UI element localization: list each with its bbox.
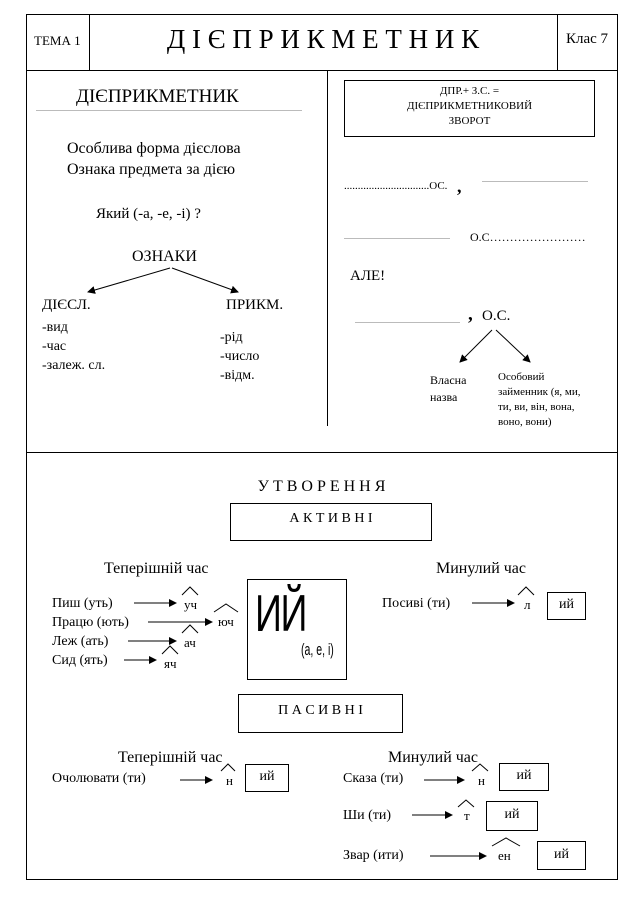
left-heading: ДІЄПРИКМЕТНИК xyxy=(76,86,239,107)
but-label: АЛЕ! xyxy=(350,268,386,284)
pronoun-line-1: Особовий xyxy=(498,371,545,383)
present-label: Теперішній час xyxy=(104,560,209,577)
adj-item: -відм. xyxy=(220,368,255,383)
passive-past-stem: Звар (ити) xyxy=(343,848,404,863)
present-stem: Сид (ять) xyxy=(52,653,108,668)
passive-past-suffix: т xyxy=(464,808,470,823)
definition-line-1: Особлива форма дієслова xyxy=(67,140,241,157)
present-suffix: яч xyxy=(164,656,177,671)
passive-label: П А С И В Н І xyxy=(278,703,363,718)
passive-past-suffix: ен xyxy=(498,848,511,863)
active-label: А К Т И В Н І xyxy=(289,511,373,526)
row2-text: О.С…………………… xyxy=(470,230,586,244)
verb-item: -час xyxy=(42,339,67,354)
adj-item: -число xyxy=(220,349,260,364)
passive-past-stem: Ши (ти) xyxy=(343,808,392,823)
pronoun-line-4: воно, вони) xyxy=(498,416,552,428)
pronoun-line-2: займенник (я, ми, xyxy=(498,386,581,398)
passive-past-ending: ий xyxy=(554,847,569,862)
passive-present-stem: Очолювати (ти) xyxy=(52,771,146,786)
present-stem: Леж (ать) xyxy=(52,634,109,649)
topic-label: ТЕМА 1 xyxy=(34,33,81,48)
row3-comma: , xyxy=(468,304,473,325)
box-line-1: ДПР.+ З.С. = xyxy=(439,85,500,97)
past-suffix: л xyxy=(524,597,531,612)
past-ending: ий xyxy=(559,597,574,612)
definition-line-2: Ознака предмета за дією xyxy=(67,161,236,178)
passive-past-label: Минулий час xyxy=(388,749,479,766)
passive-present-suffix: н xyxy=(226,773,233,788)
pronoun-line-3: ти, ви, він, вона, xyxy=(498,401,575,413)
big-ending-sub: (а, е, і) xyxy=(301,640,334,659)
passive-present-ending: ий xyxy=(259,769,275,784)
verb-item: -вид xyxy=(42,320,68,335)
adj-item: -рід xyxy=(220,330,243,345)
question-line: Який (-а, -е, -і) ? xyxy=(96,206,201,222)
row1-comma: , xyxy=(457,176,462,196)
box-line-3: ЗВОРОТ xyxy=(448,115,491,127)
verb-head: ДІЄСЛ. xyxy=(42,297,91,313)
row1-dots: ...............................ОС. xyxy=(344,180,448,192)
row3-text: О.С. xyxy=(482,308,511,324)
present-suffix: юч xyxy=(218,614,234,629)
grade-label: Клас 7 xyxy=(566,31,609,47)
passive-past-ending: ий xyxy=(516,768,532,783)
present-stem: Працю (ють) xyxy=(52,615,129,630)
passive-present-label: Теперішній час xyxy=(118,749,223,766)
proper-name-line-2: назва xyxy=(430,390,458,404)
features-label: ОЗНАКИ xyxy=(132,248,197,265)
big-ending: ИЙ xyxy=(255,585,306,643)
present-suffix: ач xyxy=(184,635,196,650)
verb-item: -залеж. сл. xyxy=(42,358,106,373)
formation-title: У Т В О Р Е Н Н Я xyxy=(257,478,386,495)
passive-past-stem: Сказа (ти) xyxy=(343,771,404,786)
page-title: Д І Є П Р И К М Е Т Н И К xyxy=(166,24,480,54)
passive-past-suffix: н xyxy=(478,773,485,788)
past-label: Минулий час xyxy=(436,560,527,577)
box-line-2: ДІЄПРИКМЕТНИКОВИЙ xyxy=(406,100,533,112)
present-stem: Пиш (уть) xyxy=(52,596,113,611)
present-suffix: уч xyxy=(184,597,198,612)
passive-past-ending: ий xyxy=(504,807,520,822)
past-stem: Посиві (ти) xyxy=(382,596,451,611)
adj-head: ПРИКМ. xyxy=(226,297,284,313)
proper-name-line-1: Власна xyxy=(430,373,467,387)
